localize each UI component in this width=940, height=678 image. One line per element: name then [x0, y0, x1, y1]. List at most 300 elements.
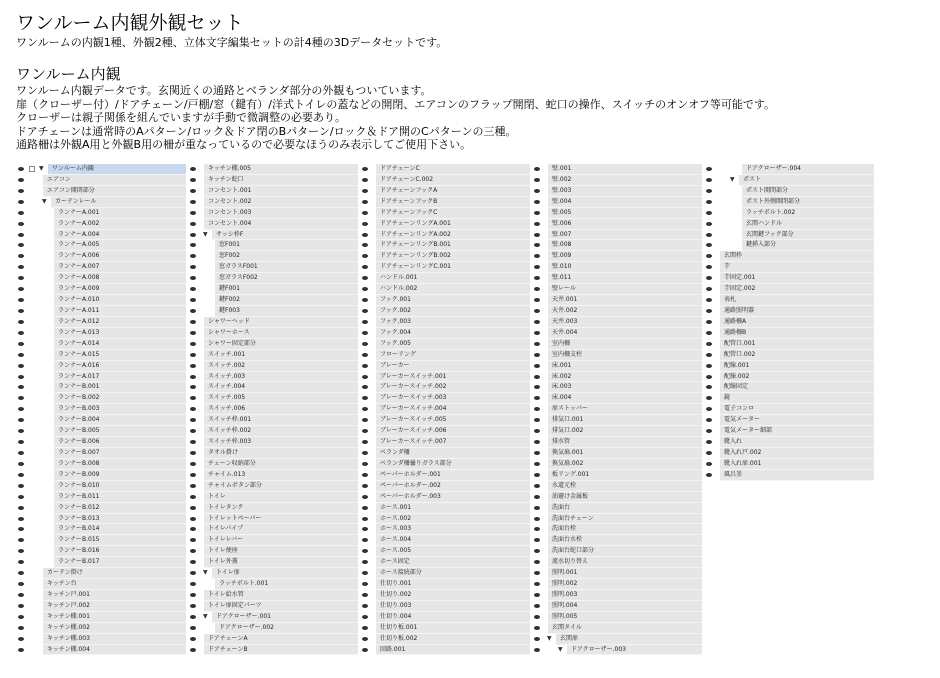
outliner-row[interactable] — [706, 273, 876, 284]
eye-icon[interactable] — [190, 601, 198, 612]
eye-icon[interactable] — [362, 306, 370, 317]
eye-icon[interactable] — [362, 219, 370, 230]
eye-icon[interactable] — [362, 437, 370, 448]
outliner-row[interactable] — [190, 524, 360, 535]
outliner-row[interactable] — [190, 350, 360, 361]
eye-icon[interactable] — [190, 230, 198, 241]
eye-icon[interactable] — [706, 240, 714, 251]
eye-icon[interactable] — [190, 535, 198, 546]
outliner-row[interactable] — [190, 317, 360, 328]
eye-icon[interactable] — [534, 481, 542, 492]
eye-icon[interactable] — [190, 546, 198, 557]
outliner-row[interactable] — [706, 339, 876, 350]
triangle-down-icon[interactable]: ▼ — [203, 230, 208, 238]
eye-icon[interactable] — [190, 448, 198, 459]
outliner-row[interactable] — [190, 514, 360, 525]
eye-icon[interactable] — [18, 579, 26, 590]
outliner-row[interactable] — [362, 197, 532, 208]
outliner-row[interactable] — [18, 197, 188, 208]
outliner-row[interactable] — [362, 448, 532, 459]
outliner-row[interactable] — [706, 175, 876, 186]
outliner-row[interactable] — [534, 415, 704, 426]
outliner-row[interactable] — [534, 328, 704, 339]
outliner-row[interactable] — [18, 579, 188, 590]
eye-icon[interactable] — [362, 503, 370, 514]
outliner-row[interactable] — [190, 437, 360, 448]
outliner-row[interactable] — [18, 492, 188, 503]
eye-icon[interactable] — [190, 306, 198, 317]
eye-icon[interactable] — [362, 284, 370, 295]
outliner-row[interactable] — [18, 426, 188, 437]
eye-icon[interactable] — [362, 645, 370, 656]
eye-icon[interactable] — [18, 306, 26, 317]
eye-icon[interactable] — [18, 382, 26, 393]
eye-icon[interactable] — [18, 317, 26, 328]
eye-icon[interactable] — [190, 372, 198, 383]
eye-icon[interactable] — [534, 459, 542, 470]
outliner-row[interactable] — [362, 623, 532, 634]
outliner-row[interactable] — [18, 295, 188, 306]
outliner-row[interactable] — [706, 295, 876, 306]
outliner-row[interactable] — [190, 645, 360, 656]
eye-icon[interactable] — [18, 557, 26, 568]
outliner-row[interactable] — [362, 481, 532, 492]
outliner-row[interactable] — [362, 590, 532, 601]
outliner-row[interactable] — [362, 579, 532, 590]
outliner-row[interactable] — [18, 306, 188, 317]
eye-icon[interactable] — [18, 535, 26, 546]
outliner-row[interactable] — [18, 164, 188, 175]
eye-icon[interactable] — [706, 306, 714, 317]
outliner-row[interactable] — [362, 568, 532, 579]
outliner-row[interactable] — [534, 481, 704, 492]
outliner-row[interactable] — [706, 328, 876, 339]
outliner-row[interactable] — [18, 382, 188, 393]
eye-icon[interactable] — [190, 524, 198, 535]
outliner-row[interactable] — [706, 219, 876, 230]
eye-icon[interactable] — [362, 404, 370, 415]
eye-icon[interactable] — [18, 328, 26, 339]
outliner-row[interactable] — [534, 372, 704, 383]
outliner-row[interactable] — [534, 492, 704, 503]
eye-icon[interactable] — [190, 328, 198, 339]
eye-icon[interactable] — [18, 361, 26, 372]
eye-icon[interactable] — [190, 251, 198, 262]
outliner-row[interactable] — [706, 240, 876, 251]
eye-icon[interactable] — [362, 601, 370, 612]
eye-icon[interactable] — [190, 382, 198, 393]
outliner-row[interactable] — [534, 524, 704, 535]
outliner-row[interactable] — [18, 284, 188, 295]
outliner-row[interactable] — [534, 601, 704, 612]
checkbox-icon[interactable] — [29, 166, 35, 172]
outliner-row[interactable] — [18, 372, 188, 383]
outliner-row[interactable] — [362, 164, 532, 175]
eye-icon[interactable] — [190, 393, 198, 404]
eye-icon[interactable] — [362, 317, 370, 328]
outliner-row[interactable] — [534, 393, 704, 404]
eye-icon[interactable] — [534, 612, 542, 623]
eye-icon[interactable] — [190, 579, 198, 590]
outliner-row[interactable] — [18, 186, 188, 197]
outliner-row[interactable] — [534, 557, 704, 568]
eye-icon[interactable] — [190, 503, 198, 514]
eye-icon[interactable] — [362, 492, 370, 503]
outliner-row[interactable] — [362, 535, 532, 546]
eye-icon[interactable] — [534, 634, 542, 645]
eye-icon[interactable] — [190, 634, 198, 645]
outliner-row[interactable] — [18, 601, 188, 612]
eye-icon[interactable] — [362, 459, 370, 470]
eye-icon[interactable] — [362, 535, 370, 546]
outliner-row[interactable] — [534, 437, 704, 448]
eye-icon[interactable] — [190, 415, 198, 426]
outliner-row[interactable] — [706, 197, 876, 208]
eye-icon[interactable] — [362, 251, 370, 262]
outliner-row[interactable] — [534, 634, 704, 645]
outliner-row[interactable] — [18, 459, 188, 470]
outliner-row[interactable] — [706, 372, 876, 383]
eye-icon[interactable] — [18, 514, 26, 525]
eye-icon[interactable] — [190, 623, 198, 634]
outliner-row[interactable] — [190, 612, 360, 623]
eye-icon[interactable] — [362, 426, 370, 437]
outliner-row[interactable] — [18, 240, 188, 251]
eye-icon[interactable] — [362, 393, 370, 404]
eye-icon[interactable] — [706, 372, 714, 383]
outliner-row[interactable] — [534, 164, 704, 175]
outliner-row[interactable] — [362, 601, 532, 612]
eye-icon[interactable] — [18, 492, 26, 503]
outliner-row[interactable] — [534, 230, 704, 241]
outliner-row[interactable] — [706, 426, 876, 437]
eye-icon[interactable] — [534, 448, 542, 459]
eye-icon[interactable] — [706, 350, 714, 361]
eye-icon[interactable] — [18, 645, 26, 656]
eye-icon[interactable] — [190, 437, 198, 448]
eye-icon[interactable] — [534, 350, 542, 361]
outliner-row[interactable] — [362, 393, 532, 404]
eye-icon[interactable] — [706, 219, 714, 230]
outliner-row[interactable] — [18, 350, 188, 361]
outliner-row[interactable] — [190, 186, 360, 197]
eye-icon[interactable] — [190, 404, 198, 415]
outliner-row[interactable] — [534, 404, 704, 415]
outliner-row[interactable] — [190, 448, 360, 459]
outliner-row[interactable] — [362, 328, 532, 339]
eye-icon[interactable] — [190, 470, 198, 481]
eye-icon[interactable] — [190, 612, 198, 623]
eye-icon[interactable] — [534, 295, 542, 306]
eye-icon[interactable] — [362, 240, 370, 251]
eye-icon[interactable] — [534, 404, 542, 415]
eye-icon[interactable] — [534, 361, 542, 372]
outliner-row[interactable] — [706, 186, 876, 197]
eye-icon[interactable] — [706, 186, 714, 197]
outliner-row[interactable] — [18, 623, 188, 634]
eye-icon[interactable] — [706, 470, 714, 481]
outliner-row[interactable] — [362, 372, 532, 383]
eye-icon[interactable] — [534, 503, 542, 514]
eye-icon[interactable] — [18, 404, 26, 415]
eye-icon[interactable] — [190, 317, 198, 328]
eye-icon[interactable] — [18, 601, 26, 612]
outliner-row[interactable] — [190, 492, 360, 503]
outliner-row[interactable] — [190, 470, 360, 481]
outliner-row[interactable] — [190, 208, 360, 219]
eye-icon[interactable] — [534, 339, 542, 350]
outliner-row[interactable] — [706, 404, 876, 415]
outliner-row[interactable] — [534, 273, 704, 284]
outliner-row[interactable] — [362, 426, 532, 437]
outliner-row[interactable] — [18, 503, 188, 514]
eye-icon[interactable] — [362, 623, 370, 634]
outliner-row[interactable] — [18, 612, 188, 623]
eye-icon[interactable] — [534, 645, 542, 656]
eye-icon[interactable] — [534, 186, 542, 197]
outliner-row[interactable] — [190, 634, 360, 645]
outliner-row[interactable] — [190, 328, 360, 339]
eye-icon[interactable] — [706, 164, 714, 175]
outliner-row[interactable] — [706, 459, 876, 470]
outliner-row[interactable] — [190, 306, 360, 317]
outliner-row[interactable] — [190, 197, 360, 208]
eye-icon[interactable] — [706, 361, 714, 372]
outliner-row[interactable] — [534, 240, 704, 251]
eye-icon[interactable] — [362, 361, 370, 372]
eye-icon[interactable] — [362, 208, 370, 219]
outliner-row[interactable] — [362, 273, 532, 284]
eye-icon[interactable] — [190, 557, 198, 568]
outliner-row[interactable] — [190, 372, 360, 383]
eye-icon[interactable] — [190, 240, 198, 251]
outliner-row[interactable] — [190, 262, 360, 273]
eye-icon[interactable] — [18, 546, 26, 557]
outliner-row[interactable] — [534, 590, 704, 601]
outliner-row[interactable] — [362, 459, 532, 470]
eye-icon[interactable] — [362, 372, 370, 383]
outliner-row[interactable] — [362, 339, 532, 350]
outliner-row[interactable] — [18, 339, 188, 350]
eye-icon[interactable] — [534, 317, 542, 328]
eye-icon[interactable] — [190, 590, 198, 601]
outliner-row[interactable] — [534, 514, 704, 525]
eye-icon[interactable] — [534, 306, 542, 317]
outliner-row[interactable] — [190, 251, 360, 262]
eye-icon[interactable] — [18, 393, 26, 404]
eye-icon[interactable] — [190, 208, 198, 219]
outliner-row[interactable] — [190, 175, 360, 186]
eye-icon[interactable] — [534, 415, 542, 426]
eye-icon[interactable] — [534, 208, 542, 219]
outliner-row[interactable] — [18, 219, 188, 230]
triangle-down-icon[interactable]: ▼ — [42, 197, 47, 205]
eye-icon[interactable] — [706, 197, 714, 208]
eye-icon[interactable] — [18, 481, 26, 492]
triangle-down-icon[interactable]: ▼ — [547, 634, 552, 642]
eye-icon[interactable] — [362, 634, 370, 645]
eye-icon[interactable] — [534, 579, 542, 590]
eye-icon[interactable] — [362, 164, 370, 175]
eye-icon[interactable] — [362, 328, 370, 339]
eye-icon[interactable] — [706, 262, 714, 273]
outliner-row[interactable] — [18, 262, 188, 273]
outliner-row[interactable] — [18, 448, 188, 459]
triangle-down-icon[interactable]: ▼ — [203, 612, 208, 620]
eye-icon[interactable] — [706, 426, 714, 437]
outliner-row[interactable] — [18, 273, 188, 284]
outliner-row[interactable] — [18, 208, 188, 219]
outliner-row[interactable] — [190, 361, 360, 372]
eye-icon[interactable] — [190, 186, 198, 197]
eye-icon[interactable] — [534, 546, 542, 557]
outliner-row[interactable] — [534, 426, 704, 437]
eye-icon[interactable] — [706, 415, 714, 426]
eye-icon[interactable] — [362, 612, 370, 623]
outliner-row[interactable] — [18, 437, 188, 448]
outliner-row[interactable] — [706, 415, 876, 426]
eye-icon[interactable] — [190, 426, 198, 437]
eye-icon[interactable] — [362, 382, 370, 393]
outliner-row[interactable] — [534, 448, 704, 459]
eye-icon[interactable] — [534, 524, 542, 535]
eye-icon[interactable] — [534, 262, 542, 273]
eye-icon[interactable] — [534, 284, 542, 295]
outliner-row[interactable] — [362, 404, 532, 415]
outliner-row[interactable] — [706, 208, 876, 219]
outliner-row[interactable] — [362, 503, 532, 514]
outliner-row[interactable] — [18, 175, 188, 186]
outliner-row[interactable] — [706, 350, 876, 361]
eye-icon[interactable] — [362, 590, 370, 601]
outliner-row[interactable] — [534, 361, 704, 372]
outliner-row[interactable] — [534, 612, 704, 623]
eye-icon[interactable] — [18, 295, 26, 306]
eye-icon[interactable] — [362, 415, 370, 426]
outliner-row[interactable] — [362, 382, 532, 393]
outliner-row[interactable] — [18, 634, 188, 645]
outliner-row[interactable] — [190, 339, 360, 350]
eye-icon[interactable] — [534, 328, 542, 339]
eye-icon[interactable] — [18, 208, 26, 219]
eye-icon[interactable] — [362, 273, 370, 284]
eye-icon[interactable] — [534, 230, 542, 241]
eye-icon[interactable] — [190, 459, 198, 470]
eye-icon[interactable] — [18, 634, 26, 645]
outliner-row[interactable] — [362, 306, 532, 317]
outliner-row[interactable] — [362, 612, 532, 623]
eye-icon[interactable] — [190, 284, 198, 295]
outliner-row[interactable] — [534, 535, 704, 546]
eye-icon[interactable] — [706, 382, 714, 393]
eye-icon[interactable] — [18, 415, 26, 426]
outliner-row[interactable] — [362, 634, 532, 645]
eye-icon[interactable] — [362, 262, 370, 273]
eye-icon[interactable] — [190, 514, 198, 525]
outliner-row[interactable] — [534, 262, 704, 273]
outliner-row[interactable] — [362, 219, 532, 230]
outliner-row[interactable] — [534, 546, 704, 557]
outliner-row[interactable] — [18, 535, 188, 546]
eye-icon[interactable] — [706, 404, 714, 415]
eye-icon[interactable] — [18, 503, 26, 514]
outliner-row[interactable] — [534, 645, 704, 656]
eye-icon[interactable] — [362, 514, 370, 525]
eye-icon[interactable] — [18, 175, 26, 186]
outliner-row[interactable] — [18, 590, 188, 601]
outliner-row[interactable] — [18, 481, 188, 492]
eye-icon[interactable] — [706, 328, 714, 339]
outliner-row[interactable] — [534, 339, 704, 350]
outliner-row[interactable] — [534, 459, 704, 470]
outliner-row[interactable] — [362, 175, 532, 186]
outliner-row[interactable] — [362, 240, 532, 251]
outliner-row[interactable] — [362, 546, 532, 557]
eye-icon[interactable] — [706, 208, 714, 219]
eye-icon[interactable] — [190, 175, 198, 186]
outliner-row[interactable] — [190, 164, 360, 175]
eye-icon[interactable] — [706, 393, 714, 404]
outliner-row[interactable] — [18, 251, 188, 262]
eye-icon[interactable] — [18, 372, 26, 383]
eye-icon[interactable] — [534, 382, 542, 393]
outliner-row[interactable] — [18, 328, 188, 339]
eye-icon[interactable] — [190, 645, 198, 656]
eye-icon[interactable] — [190, 219, 198, 230]
outliner-row[interactable] — [362, 470, 532, 481]
eye-icon[interactable] — [362, 579, 370, 590]
outliner-row[interactable] — [18, 361, 188, 372]
outliner-row[interactable] — [534, 503, 704, 514]
eye-icon[interactable] — [362, 186, 370, 197]
eye-icon[interactable] — [190, 568, 198, 579]
eye-icon[interactable] — [18, 339, 26, 350]
outliner-row[interactable] — [362, 262, 532, 273]
eye-icon[interactable] — [190, 262, 198, 273]
outliner-row[interactable] — [706, 284, 876, 295]
outliner-row[interactable] — [190, 240, 360, 251]
outliner-row[interactable] — [190, 459, 360, 470]
eye-icon[interactable] — [18, 240, 26, 251]
eye-icon[interactable] — [534, 240, 542, 251]
eye-icon[interactable] — [190, 197, 198, 208]
eye-icon[interactable] — [18, 524, 26, 535]
outliner-row[interactable] — [18, 415, 188, 426]
eye-icon[interactable] — [362, 175, 370, 186]
eye-icon[interactable] — [534, 590, 542, 601]
eye-icon[interactable] — [18, 623, 26, 634]
outliner-row[interactable] — [190, 601, 360, 612]
eye-icon[interactable] — [362, 481, 370, 492]
eye-icon[interactable] — [534, 197, 542, 208]
eye-icon[interactable] — [190, 164, 198, 175]
eye-icon[interactable] — [706, 284, 714, 295]
triangle-down-icon[interactable]: ▼ — [730, 175, 735, 183]
triangle-down-icon[interactable]: ▼ — [39, 165, 44, 172]
outliner-row[interactable] — [706, 437, 876, 448]
outliner-row[interactable] — [534, 579, 704, 590]
eye-icon[interactable] — [18, 568, 26, 579]
outliner-row[interactable] — [190, 295, 360, 306]
outliner-row[interactable] — [706, 230, 876, 241]
outliner-row[interactable] — [190, 579, 360, 590]
outliner-row[interactable] — [190, 535, 360, 546]
outliner-row[interactable] — [362, 350, 532, 361]
eye-icon[interactable] — [18, 164, 26, 175]
eye-icon[interactable] — [706, 437, 714, 448]
eye-icon[interactable] — [190, 273, 198, 284]
outliner-row[interactable] — [190, 284, 360, 295]
